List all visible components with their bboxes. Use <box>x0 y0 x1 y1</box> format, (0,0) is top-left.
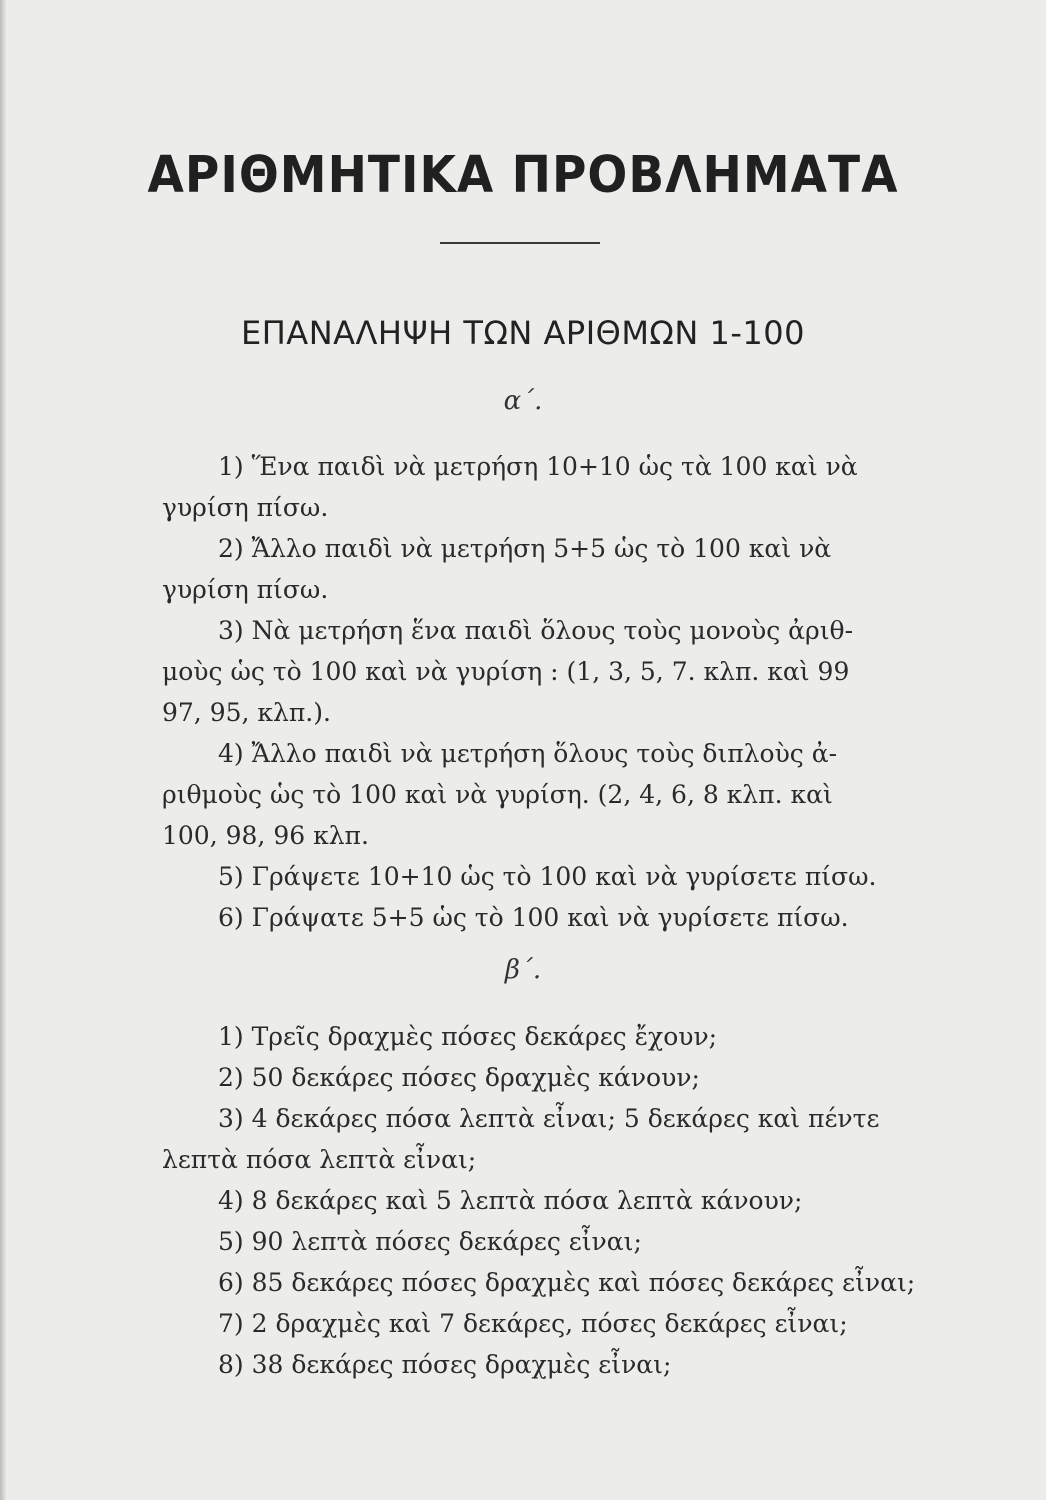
section-b-line: λεπτὰ πόσα λεπτὰ εἶναι; <box>162 1145 477 1174</box>
section-b-line: 2) 50 δεκάρες πόσες δραχμὲς κάνουν; <box>218 1063 700 1092</box>
section-a-line: γυρίση πίσω. <box>162 575 329 604</box>
section-a-line: 3) Νὰ μετρήση ἕνα παιδὶ ὅλους τοὺς μονοὺς ἀριθ- <box>218 616 854 645</box>
section-a-label: α΄. <box>503 386 543 416</box>
page-edge <box>0 0 6 1500</box>
title-rule <box>440 242 600 244</box>
section-a-line: 1) Ἕνα παιδὶ νὰ μετρήση 10+10 ὡς τὰ 100 καὶ νὰ <box>218 452 858 481</box>
section-b-line: 3) 4 δεκάρες πόσα λεπτὰ εἶναι; 5 δεκάρες καὶ πέντε <box>218 1104 880 1133</box>
page-title: ΑΡΙΘΜΗΤΙΚΑ ΠΡΟΒΛΗΜΑΤΑ <box>147 145 899 206</box>
section-b-line: 5) 90 λεπτὰ πόσες δεκάρες εἶναι; <box>218 1227 642 1256</box>
section-a-line: 2) Ἄλλο παιδὶ νὰ μετρήση 5+5 ὡς τὸ 100 καὶ νὰ <box>218 534 832 563</box>
section-heading: ΕΠΑΝΑΛΗΨΗ ΤΩΝ ΑΡΙΘΜΩΝ 1-100 <box>241 314 805 352</box>
section-a-line: γυρίση πίσω. <box>162 493 329 522</box>
section-b-label: β΄. <box>504 955 542 985</box>
section-b-line: 8) 38 δεκάρες πόσες δραχμὲς εἶναι; <box>218 1350 672 1379</box>
section-a-line: μοὺς ὡς τὸ 100 καὶ νὰ γυρίση : (1, 3, 5, 7. κλπ. καὶ 99 <box>162 657 850 686</box>
section-b-line: 6) 85 δεκάρες πόσες δραχμὲς καὶ πόσες δεκάρες εἶναι; <box>218 1268 916 1297</box>
section-a-line: ριθμοὺς ὡς τὸ 100 καὶ νὰ γυρίση. (2, 4, 6, 8 κλπ. καὶ <box>162 780 833 809</box>
section-a-line: 6) Γράψατε 5+5 ὡς τὸ 100 καὶ νὰ γυρίσετε πίσω. <box>218 903 849 932</box>
section-b-line: 7) 2 δραχμὲς καὶ 7 δεκάρες, πόσες δεκάρες εἶναι; <box>218 1309 848 1338</box>
section-a-line: 5) Γράψετε 10+10 ὡς τὸ 100 καὶ νὰ γυρίσετε πίσω. <box>218 862 877 891</box>
section-a-line: 97, 95, κλπ.). <box>162 698 331 727</box>
section-a-line: 4) Ἄλλο παιδὶ νὰ μετρήση ὅλους τοὺς διπλοὺς ἀ- <box>218 739 838 768</box>
section-a-line: 100, 98, 96 κλπ. <box>162 821 369 850</box>
section-b-line: 4) 8 δεκάρες καὶ 5 λεπτὰ πόσα λεπτὰ κάνουν; <box>218 1186 803 1215</box>
section-b-line: 1) Τρεῖς δραχμὲς πόσες δεκάρες ἔχουν; <box>218 1022 718 1051</box>
